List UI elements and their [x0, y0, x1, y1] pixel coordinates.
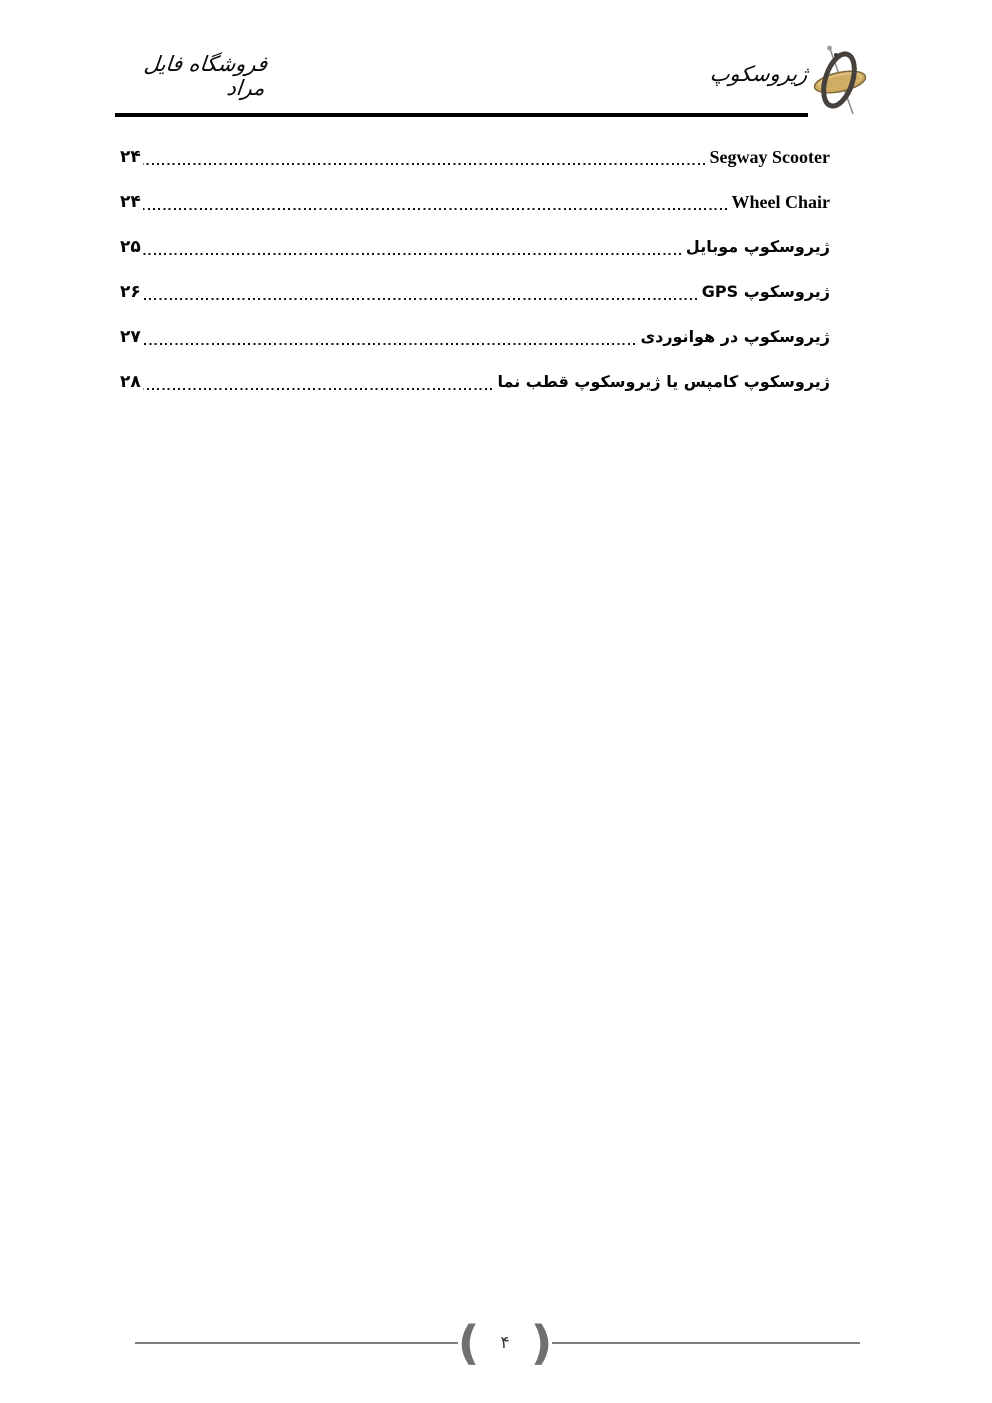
bracket-right-icon: ): [530, 1316, 553, 1370]
toc-entry-title: ژیروسکوپ موبایل: [685, 237, 830, 256]
dot-leader: [143, 252, 681, 255]
gyroscope-logo: [812, 42, 870, 120]
header-doc-title: ژیروسکوپ: [709, 62, 810, 86]
dot-leader: [143, 162, 705, 165]
toc-entry-page: ۲۸: [120, 372, 141, 392]
dot-leader: [143, 297, 697, 300]
toc-entry[interactable]: [120, 236, 830, 258]
bracket-left-icon: (: [457, 1316, 480, 1370]
page-footer: [135, 1316, 860, 1370]
footer-rule-right: [552, 1342, 860, 1344]
toc-entry-page: ۲۷: [120, 327, 141, 347]
toc-entry-title: Segway Scooter: [709, 147, 830, 167]
toc-entry[interactable]: [120, 326, 830, 348]
toc-entry-title: ژیروسکوپ در هوانوردی: [640, 327, 830, 346]
toc-entry-title: ژیروسکوپ GPS: [701, 282, 830, 301]
header-store-name: فروشگاه فایل مراد: [142, 52, 269, 100]
toc-entry[interactable]: [120, 191, 830, 213]
header-rule: [115, 113, 808, 117]
toc-entry-title: Wheel Chair: [731, 192, 830, 212]
toc-entry[interactable]: [120, 281, 830, 303]
footer-rule-left: [135, 1342, 458, 1344]
table-of-contents: [120, 146, 830, 416]
footer-page-number: ۴: [500, 1333, 510, 1353]
dot-leader: [143, 342, 636, 345]
toc-entry[interactable]: [120, 146, 830, 168]
toc-entry[interactable]: [120, 371, 830, 393]
toc-entry-page: ۲۵: [120, 237, 141, 257]
dot-leader: [143, 387, 493, 390]
toc-entry-page: ۲۶: [120, 282, 141, 302]
toc-entry-page: ۲۴: [120, 147, 141, 167]
toc-entry-title: ژیروسکوپ کامپس یا ژیروسکوپ قطب نما: [497, 372, 830, 391]
toc-entry-page: ۲۴: [120, 192, 141, 212]
dot-leader: [143, 207, 727, 210]
